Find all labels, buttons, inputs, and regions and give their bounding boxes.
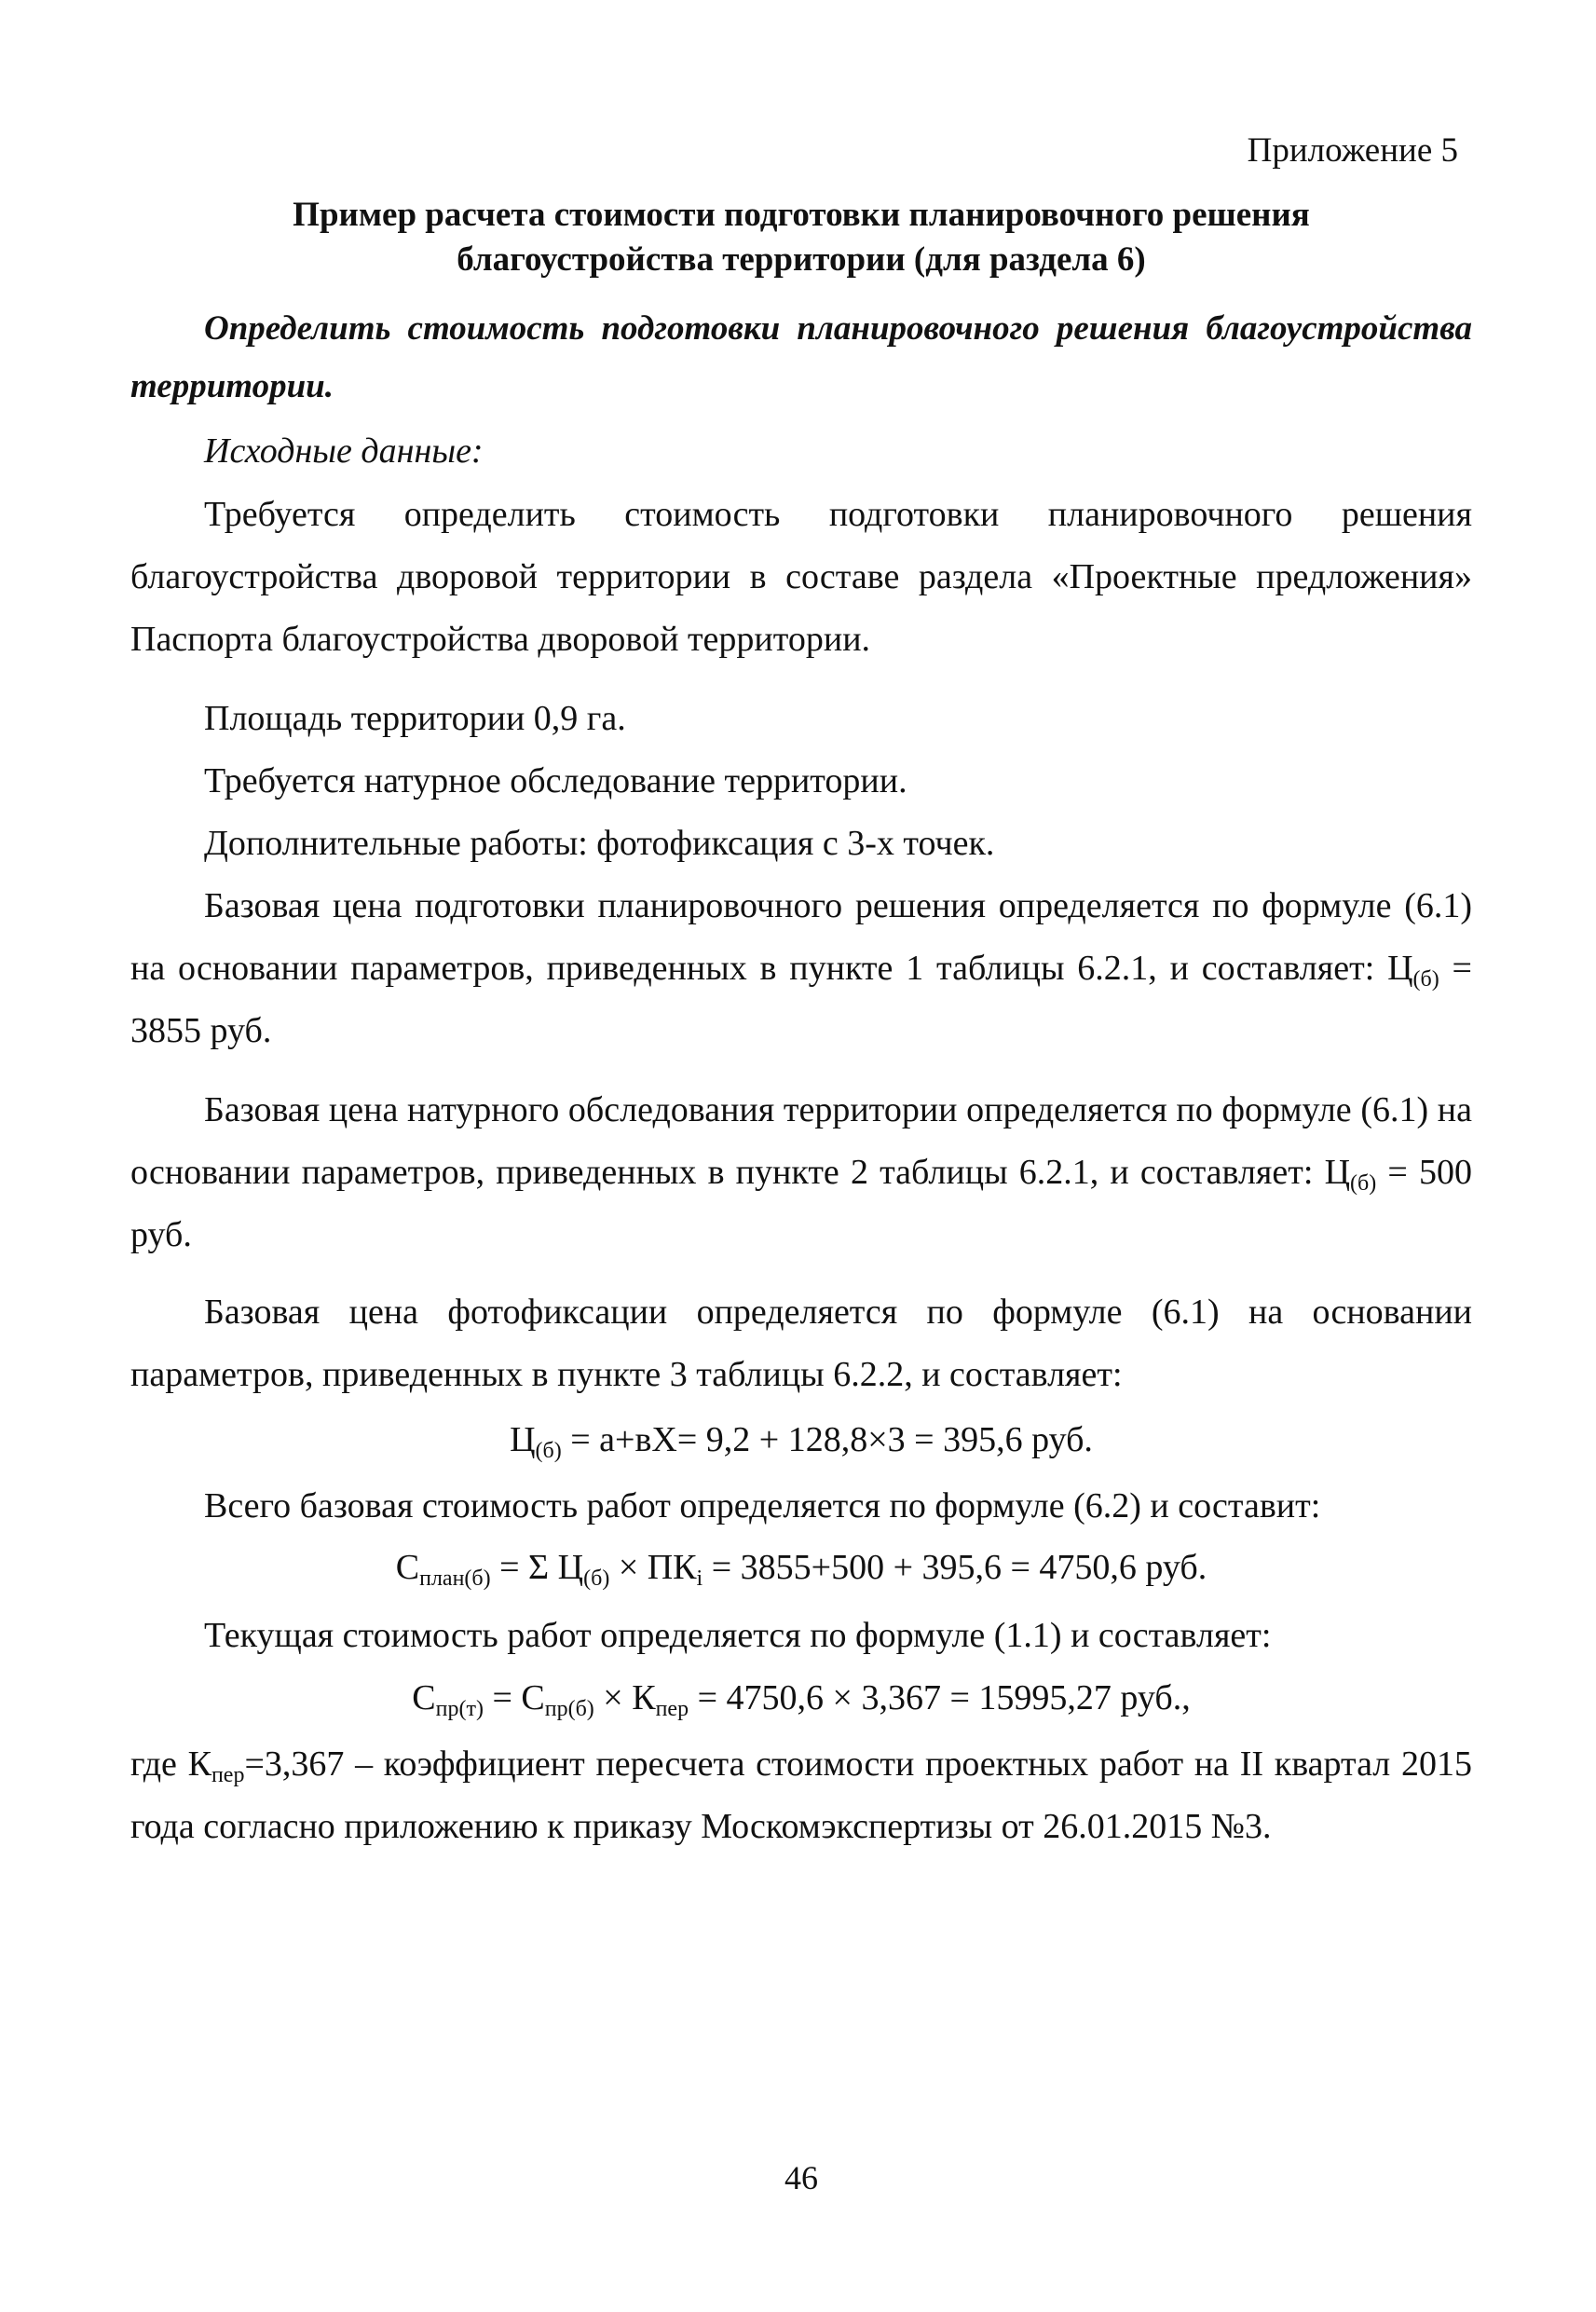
paragraph-coefficient-note — [130, 1733, 1472, 1858]
document-title — [130, 193, 1472, 282]
coefficient-subscript: i — [696, 1566, 703, 1591]
paragraph-base-price-survey — [130, 1079, 1472, 1266]
price-subscript: (б) — [1350, 1171, 1377, 1196]
cost-symbol: = С — [483, 1678, 545, 1717]
price-symbol: Ц — [1387, 949, 1413, 988]
base-price-survey-text: Базовая цена натурного обследования территории определяется по формуле (6.1) на основании параметров, приведенных в пункте 2 таблицы 6.2.1, и составляет: — [130, 1090, 1472, 1192]
cost-symbol: С — [412, 1678, 436, 1717]
title-line-1: Пример расчета стоимости подготовки планировочного решения — [293, 196, 1310, 234]
coefficient-subscript: пер — [655, 1697, 689, 1721]
paragraph-area: Площадь территории 0,9 га. — [204, 699, 626, 738]
coefficient-subscript: пер — [211, 1763, 245, 1787]
coefficient-note-text: =3,367 – коэффициент пересчета стоимости проектных работ на II квартал 2015 года согласно приложению к приказу Москомэкспертизы от 26.01.2015 №3. — [130, 1744, 1472, 1846]
cost-symbol: С — [395, 1548, 420, 1587]
task-statement: Определить стоимость подготовки планировочного решения благоустройства территории. — [130, 309, 1472, 405]
coefficient-note-start: где К — [130, 1744, 211, 1784]
cost-subscript: пр(б) — [544, 1697, 594, 1721]
paragraph-extra-works: Дополнительные работы: фотофиксация с 3-х точек. — [204, 824, 995, 863]
sum-symbol: = Σ Ц — [490, 1548, 584, 1587]
formula-current-expression: = 4750,6 × 3,367 = 15995,27 руб., — [689, 1678, 1191, 1717]
paragraph-total-base: Всего базовая стоимость работ определяется по формуле (6.2) и составит: — [204, 1486, 1321, 1525]
cost-subscript: план(б) — [419, 1566, 491, 1591]
base-price-survey-value: = 500 руб. — [130, 1153, 1472, 1254]
price-subscript: (б) — [535, 1439, 562, 1463]
formula-total-expression: = 3855+500 + 395,6 = 4750,6 руб. — [703, 1548, 1207, 1587]
formula-total-base — [130, 1539, 1472, 1595]
paragraph-base-price-photo: Базовая цена фотофиксации определяется по формуле (6.1) на основании параметров, приведенных в пункте 3 таблицы 6.2.2, и составляет: — [130, 1293, 1472, 1394]
cost-subscript: пр(т) — [435, 1697, 484, 1721]
price-subscript: (б) — [583, 1566, 610, 1591]
base-price-plan-text: Базовая цена подготовки планировочного решения определяется по формуле (6.1) на основании параметров, приведенных в пункте 1 таблицы 6.2.1, и составляет: — [130, 886, 1472, 988]
title-line-2: благоустройства территории (для раздела 6) — [457, 240, 1146, 279]
paragraph-survey: Требуется натурное обследование территории. — [204, 761, 907, 800]
formula-photo-price — [130, 1412, 1472, 1468]
coefficient-symbol: × ПК — [609, 1548, 697, 1587]
base-price-plan-value: = 3855 руб. — [130, 949, 1472, 1050]
formula-current-cost — [130, 1670, 1472, 1726]
paragraph-current-cost: Текущая стоимость работ определяется по формуле (1.1) и составляет: — [204, 1616, 1272, 1655]
price-symbol: Ц — [510, 1420, 536, 1459]
price-symbol: Ц — [1324, 1153, 1351, 1192]
paragraph-requirement: Требуется определить стоимость подготовки планировочного решения благоустройства дворовой территории в составе раздела «Проектные предложения» Паспорта благоустройства дворовой территории. — [130, 495, 1472, 659]
appendix-label: Приложение 5 — [1247, 131, 1458, 170]
paragraph-base-price-plan — [130, 875, 1472, 1062]
page-number: 46 — [784, 2159, 818, 2196]
coefficient-symbol: × К — [593, 1678, 656, 1717]
source-data-heading: Исходные данные: — [204, 431, 484, 471]
formula-photo-expression: = а+вХ= 9,2 + 128,8×3 = 395,6 руб. — [561, 1420, 1093, 1459]
price-subscript: (б) — [1412, 967, 1439, 992]
